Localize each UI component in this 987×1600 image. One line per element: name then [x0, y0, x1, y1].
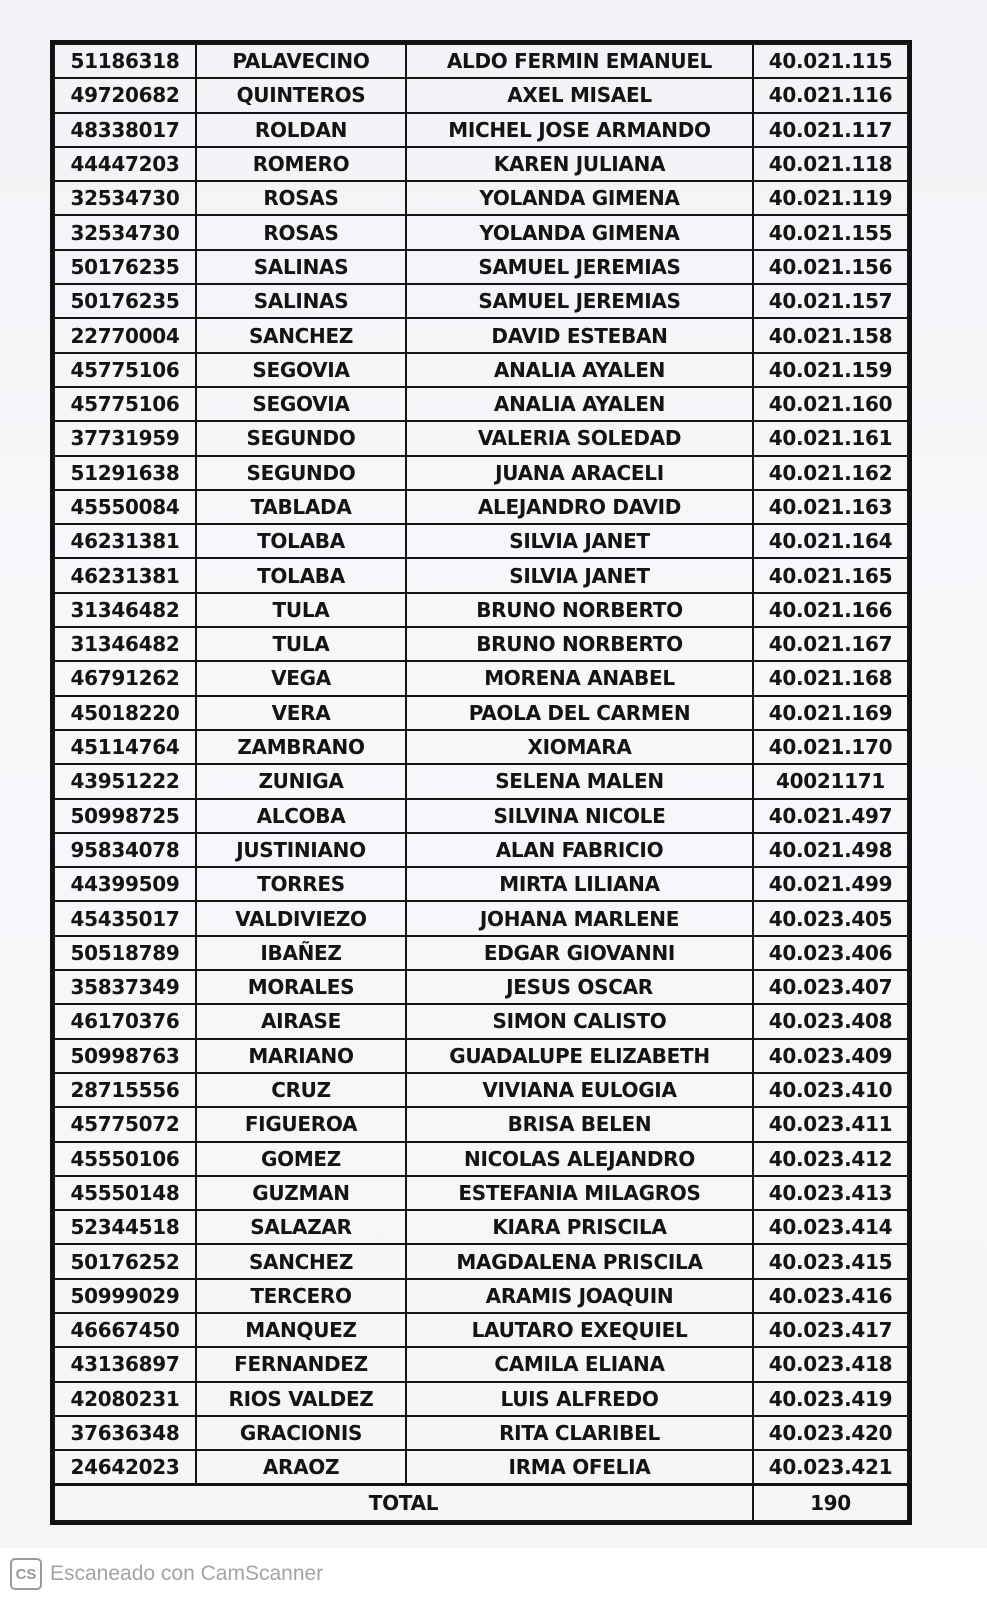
given-names-cell: YOLANDA GIMENA	[406, 181, 753, 215]
table-row	[54, 1004, 908, 1038]
surname-cell: TOLABA	[196, 558, 406, 592]
table-row	[54, 901, 908, 935]
given-names-cell: ARAMIS JOAQUIN	[406, 1279, 753, 1313]
given-names-cell: MAGDALENA PRISCILA	[406, 1244, 753, 1278]
id-number-cell: 50998763	[54, 1039, 196, 1073]
given-names-cell: IRMA OFELIA	[406, 1450, 753, 1485]
id-number-cell: 24642023	[54, 1450, 196, 1485]
record-number-cell: 40.021.119	[753, 181, 908, 215]
surname-cell: TULA	[196, 627, 406, 661]
given-names-cell: YOLANDA GIMENA	[406, 215, 753, 249]
record-number-cell: 40.021.118	[753, 147, 908, 181]
id-number-cell: 49720682	[54, 78, 196, 112]
id-number-cell: 44399509	[54, 867, 196, 901]
record-number-cell: 40.021.164	[753, 524, 908, 558]
surname-cell: MANQUEZ	[196, 1313, 406, 1347]
table-row	[54, 1142, 908, 1176]
scanner-watermark-text: Escaneado con CamScanner	[50, 1562, 324, 1585]
surname-cell: ZAMBRANO	[196, 730, 406, 764]
id-number-cell: 95834078	[54, 833, 196, 867]
id-number-cell: 46667450	[54, 1313, 196, 1347]
given-names-cell: KIARA PRISCILA	[406, 1210, 753, 1244]
id-number-cell: 48338017	[54, 113, 196, 147]
id-number-cell: 45550148	[54, 1176, 196, 1210]
surname-cell: SEGOVIA	[196, 353, 406, 387]
table-row	[54, 1279, 908, 1313]
surname-cell: TOLABA	[196, 524, 406, 558]
table-row	[54, 799, 908, 833]
surname-cell: AIRASE	[196, 1004, 406, 1038]
surname-cell: SEGUNDO	[196, 456, 406, 490]
surname-cell: PALAVECINO	[196, 44, 406, 78]
given-names-cell: SAMUEL JEREMIAS	[406, 284, 753, 318]
id-number-cell: 45018220	[54, 696, 196, 730]
surname-cell: ROLDAN	[196, 113, 406, 147]
surname-cell: ROSAS	[196, 215, 406, 249]
record-number-cell: 40.023.406	[753, 936, 908, 970]
table-row	[54, 524, 908, 558]
id-number-cell: 22770004	[54, 318, 196, 352]
id-number-cell: 46231381	[54, 558, 196, 592]
table-row	[54, 318, 908, 352]
record-number-cell: 40.021.497	[753, 799, 908, 833]
record-number-cell: 40.023.413	[753, 1176, 908, 1210]
given-names-cell: ESTEFANIA MILAGROS	[406, 1176, 753, 1210]
table-row	[54, 1073, 908, 1107]
id-number-cell: 32534730	[54, 181, 196, 215]
record-number-cell: 40.021.116	[753, 78, 908, 112]
surname-cell: RIOS VALDEZ	[196, 1382, 406, 1416]
id-number-cell: 50518789	[54, 936, 196, 970]
record-number-cell: 40.021.161	[753, 421, 908, 455]
scanner-footer	[0, 1548, 987, 1600]
surname-cell: ARAOZ	[196, 1450, 406, 1485]
id-number-cell: 50176235	[54, 250, 196, 284]
table-row	[54, 1107, 908, 1141]
id-number-cell: 45114764	[54, 730, 196, 764]
given-names-cell: JUANA ARACELI	[406, 456, 753, 490]
id-number-cell: 43136897	[54, 1347, 196, 1381]
table-row	[54, 867, 908, 901]
table-row	[54, 113, 908, 147]
table-row	[54, 833, 908, 867]
record-number-cell: 40.023.415	[753, 1244, 908, 1278]
given-names-cell: ANALIA AYALEN	[406, 387, 753, 421]
record-number-cell: 40.021.170	[753, 730, 908, 764]
total-value: 190	[753, 1485, 908, 1522]
surname-cell: VERA	[196, 696, 406, 730]
id-number-cell: 45550084	[54, 490, 196, 524]
roster-sheet	[50, 40, 912, 1525]
given-names-cell: XIOMARA	[406, 730, 753, 764]
id-number-cell: 50999029	[54, 1279, 196, 1313]
record-number-cell: 40.021.499	[753, 867, 908, 901]
record-number-cell: 40.023.405	[753, 901, 908, 935]
given-names-cell: DAVID ESTEBAN	[406, 318, 753, 352]
record-number-cell: 40.023.409	[753, 1039, 908, 1073]
surname-cell: FIGUEROA	[196, 1107, 406, 1141]
table-row	[54, 1176, 908, 1210]
given-names-cell: LAUTARO EXEQUIEL	[406, 1313, 753, 1347]
given-names-cell: SILVIA JANET	[406, 558, 753, 592]
record-number-cell: 40.023.411	[753, 1107, 908, 1141]
given-names-cell: BRISA BELEN	[406, 1107, 753, 1141]
given-names-cell: ALDO FERMIN EMANUEL	[406, 44, 753, 78]
id-number-cell: 45435017	[54, 901, 196, 935]
surname-cell: JUSTINIANO	[196, 833, 406, 867]
given-names-cell: SIMON CALISTO	[406, 1004, 753, 1038]
record-number-cell: 40.021.158	[753, 318, 908, 352]
id-number-cell: 31346482	[54, 627, 196, 661]
table-row	[54, 730, 908, 764]
surname-cell: SALINAS	[196, 250, 406, 284]
table-row	[54, 593, 908, 627]
surname-cell: MARIANO	[196, 1039, 406, 1073]
given-names-cell: AXEL MISAEL	[406, 78, 753, 112]
record-number-cell: 40.021.157	[753, 284, 908, 318]
record-number-cell: 40.023.416	[753, 1279, 908, 1313]
record-number-cell: 40.023.419	[753, 1382, 908, 1416]
table-row	[54, 1313, 908, 1347]
given-names-cell: SAMUEL JEREMIAS	[406, 250, 753, 284]
id-number-cell: 28715556	[54, 1073, 196, 1107]
id-number-cell: 45550106	[54, 1142, 196, 1176]
table-row	[54, 456, 908, 490]
surname-cell: SANCHEZ	[196, 1244, 406, 1278]
id-number-cell: 52344518	[54, 1210, 196, 1244]
roster-table	[53, 43, 909, 1522]
record-number-cell: 40.023.418	[753, 1347, 908, 1381]
table-row	[54, 147, 908, 181]
surname-cell: ALCOBA	[196, 799, 406, 833]
id-number-cell: 50176252	[54, 1244, 196, 1278]
given-names-cell: BRUNO NORBERTO	[406, 593, 753, 627]
surname-cell: FERNANDEZ	[196, 1347, 406, 1381]
table-row	[54, 558, 908, 592]
record-number-cell: 40.021.169	[753, 696, 908, 730]
table-row	[54, 627, 908, 661]
record-number-cell: 40.021.117	[753, 113, 908, 147]
id-number-cell: 45775106	[54, 353, 196, 387]
table-row	[54, 970, 908, 1004]
record-number-cell: 40.023.421	[753, 1450, 908, 1485]
id-number-cell: 46231381	[54, 524, 196, 558]
given-names-cell: MORENA ANABEL	[406, 661, 753, 695]
table-row	[54, 1347, 908, 1381]
given-names-cell: BRUNO NORBERTO	[406, 627, 753, 661]
record-number-cell: 40.023.408	[753, 1004, 908, 1038]
given-names-cell: JOHANA MARLENE	[406, 901, 753, 935]
table-row	[54, 661, 908, 695]
total-label: TOTAL	[54, 1485, 753, 1522]
id-number-cell: 44447203	[54, 147, 196, 181]
record-number-cell: 40.023.414	[753, 1210, 908, 1244]
given-names-cell: RITA CLARIBEL	[406, 1416, 753, 1450]
record-number-cell: 40.021.166	[753, 593, 908, 627]
record-number-cell: 40.021.167	[753, 627, 908, 661]
given-names-cell: MIRTA LILIANA	[406, 867, 753, 901]
table-row	[54, 387, 908, 421]
surname-cell: VALDIVIEZO	[196, 901, 406, 935]
id-number-cell: 50176235	[54, 284, 196, 318]
id-number-cell: 50998725	[54, 799, 196, 833]
table-row	[54, 1210, 908, 1244]
record-number-cell: 40.021.159	[753, 353, 908, 387]
table-row	[54, 1382, 908, 1416]
surname-cell: SALAZAR	[196, 1210, 406, 1244]
id-number-cell: 37731959	[54, 421, 196, 455]
table-row	[54, 764, 908, 798]
id-number-cell: 43951222	[54, 764, 196, 798]
surname-cell: GOMEZ	[196, 1142, 406, 1176]
id-number-cell: 35837349	[54, 970, 196, 1004]
record-number-cell: 40.021.165	[753, 558, 908, 592]
given-names-cell: LUIS ALFREDO	[406, 1382, 753, 1416]
record-number-cell: 40021171	[753, 764, 908, 798]
surname-cell: TERCERO	[196, 1279, 406, 1313]
given-names-cell: ANALIA AYALEN	[406, 353, 753, 387]
id-number-cell: 51186318	[54, 44, 196, 78]
table-row	[54, 1244, 908, 1278]
id-number-cell: 45775072	[54, 1107, 196, 1141]
table-row	[54, 1450, 908, 1485]
record-number-cell: 40.021.155	[753, 215, 908, 249]
table-row	[54, 250, 908, 284]
given-names-cell: JESUS OSCAR	[406, 970, 753, 1004]
record-number-cell: 40.021.115	[753, 44, 908, 78]
record-number-cell: 40.021.168	[753, 661, 908, 695]
surname-cell: MORALES	[196, 970, 406, 1004]
record-number-cell: 40.021.498	[753, 833, 908, 867]
given-names-cell: SILVINA NICOLE	[406, 799, 753, 833]
surname-cell: TULA	[196, 593, 406, 627]
table-row	[54, 1039, 908, 1073]
given-names-cell: VIVIANA EULOGIA	[406, 1073, 753, 1107]
id-number-cell: 45775106	[54, 387, 196, 421]
table-row	[54, 936, 908, 970]
record-number-cell: 40.021.162	[753, 456, 908, 490]
surname-cell: SANCHEZ	[196, 318, 406, 352]
surname-cell: TABLADA	[196, 490, 406, 524]
surname-cell: SALINAS	[196, 284, 406, 318]
id-number-cell: 51291638	[54, 456, 196, 490]
surname-cell: QUINTEROS	[196, 78, 406, 112]
given-names-cell: ALEJANDRO DAVID	[406, 490, 753, 524]
table-row	[54, 284, 908, 318]
total-row	[54, 1485, 908, 1522]
id-number-cell: 46791262	[54, 661, 196, 695]
surname-cell: TORRES	[196, 867, 406, 901]
table-row	[54, 353, 908, 387]
table-row	[54, 215, 908, 249]
id-number-cell: 46170376	[54, 1004, 196, 1038]
given-names-cell: SELENA MALEN	[406, 764, 753, 798]
surname-cell: GUZMAN	[196, 1176, 406, 1210]
given-names-cell: EDGAR GIOVANNI	[406, 936, 753, 970]
table-row	[54, 490, 908, 524]
given-names-cell: PAOLA DEL CARMEN	[406, 696, 753, 730]
camscanner-logo: CS	[10, 1558, 42, 1590]
record-number-cell: 40.023.410	[753, 1073, 908, 1107]
record-number-cell: 40.023.412	[753, 1142, 908, 1176]
record-number-cell: 40.021.156	[753, 250, 908, 284]
table-row	[54, 78, 908, 112]
record-number-cell: 40.023.407	[753, 970, 908, 1004]
given-names-cell: ALAN FABRICIO	[406, 833, 753, 867]
id-number-cell: 32534730	[54, 215, 196, 249]
given-names-cell: KAREN JULIANA	[406, 147, 753, 181]
record-number-cell: 40.021.163	[753, 490, 908, 524]
table-row	[54, 421, 908, 455]
given-names-cell: SILVIA JANET	[406, 524, 753, 558]
table-row	[54, 44, 908, 78]
surname-cell: CRUZ	[196, 1073, 406, 1107]
given-names-cell: VALERIA SOLEDAD	[406, 421, 753, 455]
table-row	[54, 1416, 908, 1450]
surname-cell: GRACIONIS	[196, 1416, 406, 1450]
id-number-cell: 42080231	[54, 1382, 196, 1416]
record-number-cell: 40.021.160	[753, 387, 908, 421]
surname-cell: ROSAS	[196, 181, 406, 215]
record-number-cell: 40.023.420	[753, 1416, 908, 1450]
surname-cell: SEGUNDO	[196, 421, 406, 455]
roster-body	[54, 44, 908, 1485]
id-number-cell: 37636348	[54, 1416, 196, 1450]
given-names-cell: GUADALUPE ELIZABETH	[406, 1039, 753, 1073]
given-names-cell: CAMILA ELIANA	[406, 1347, 753, 1381]
surname-cell: ZUNIGA	[196, 764, 406, 798]
surname-cell: VEGA	[196, 661, 406, 695]
id-number-cell: 31346482	[54, 593, 196, 627]
surname-cell: IBAÑEZ	[196, 936, 406, 970]
surname-cell: ROMERO	[196, 147, 406, 181]
surname-cell: SEGOVIA	[196, 387, 406, 421]
given-names-cell: MICHEL JOSE ARMANDO	[406, 113, 753, 147]
table-row	[54, 181, 908, 215]
record-number-cell: 40.023.417	[753, 1313, 908, 1347]
given-names-cell: NICOLAS ALEJANDRO	[406, 1142, 753, 1176]
table-row	[54, 696, 908, 730]
